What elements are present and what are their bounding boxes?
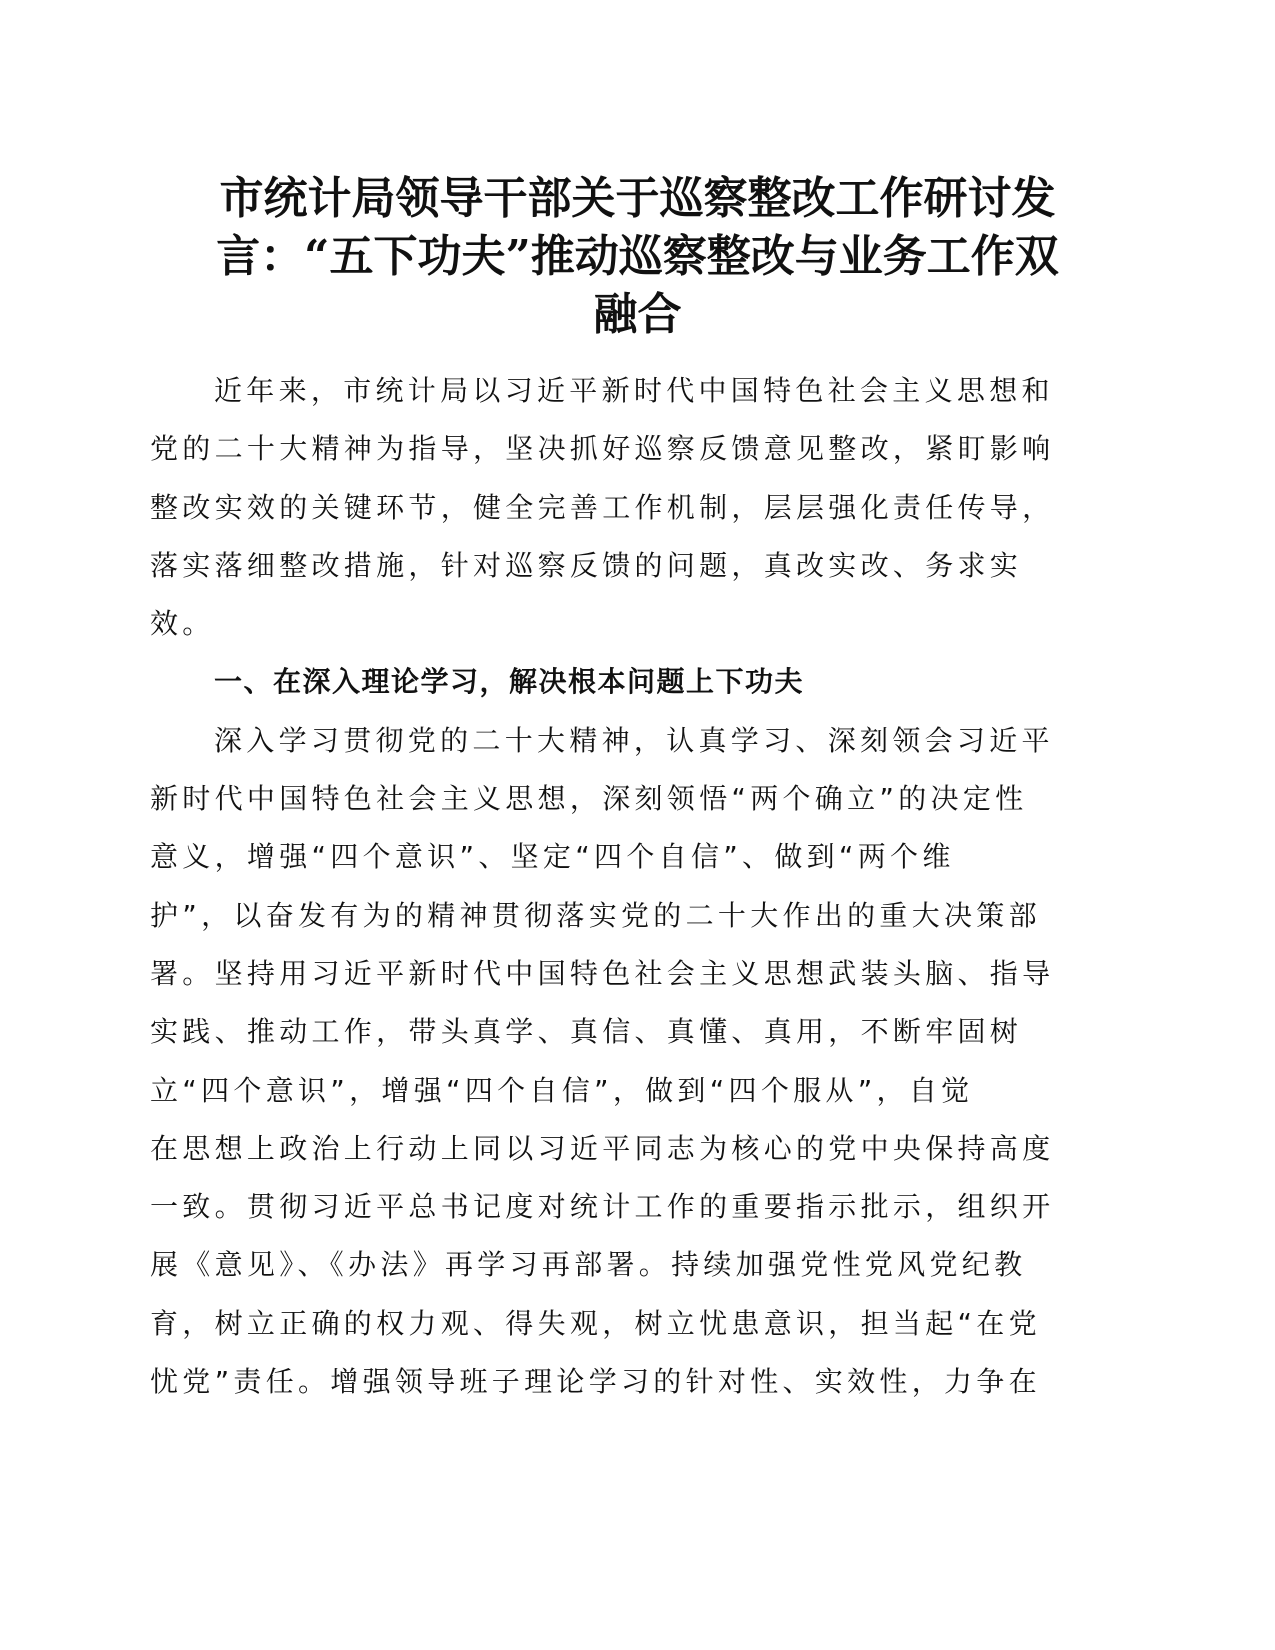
text-line: 实践、推动工作，带头真学、真信、真懂、真用，不断牢固树 (150, 1015, 1023, 1049)
text-line: 署。坚持用习近平新时代中国特色社会主义思想武装头脑、指导 (150, 956, 1055, 990)
section-heading (150, 653, 1125, 711)
text-line: 一致。贯彻习近平总书记度对统计工作的重要指示批示，组织开 (150, 1190, 1055, 1224)
text-line: 育，树立正确的权力观、得失观，树立忧患意识，担当起“在党 (150, 1306, 1041, 1340)
section-1-paragraph (150, 712, 1125, 1412)
text-line: 忧党”责任。增强领导班子理论学习的针对性、实效性，力争在 (150, 1365, 1041, 1399)
text-line: 立“四个意识”，增强“四个自信”，做到“四个服从”，自觉 (150, 1073, 974, 1107)
text-line: 整改实效的关键环节，健全完善工作机制，层层强化责任传导， (150, 490, 1055, 524)
text-line: 效。 (150, 607, 215, 641)
document-body (150, 362, 1125, 1411)
text-line: 深入学习贯彻党的二十大精神，认真学习、深刻领会习近平 (214, 723, 1054, 757)
title-line: 言：“五下功夫”推动巡察整改与业务工作双 (216, 231, 1059, 282)
text-line: 落实落细整改措施，针对巡察反馈的问题，真改实改、务求实 (150, 548, 1023, 582)
text-line: 近年来，市统计局以习近平新时代中国特色社会主义思想和 (214, 374, 1054, 407)
text-line: 意义，增强“四个意识”、坚定“四个自信”、做到“两个维 (150, 840, 955, 874)
title-line: 融合 (593, 289, 682, 340)
document-title (150, 170, 1125, 344)
title-line: 市统计局领导干部关于巡察整改工作研讨发 (219, 173, 1056, 224)
section-1-heading: 一、在深入理论学习，解决根本问题上下功夫 (214, 665, 805, 699)
text-line: 护”，以奋发有为的精神贯彻落实党的二十大作出的重大决策部 (150, 898, 1041, 932)
text-line: 新时代中国特色社会主义思想，深刻领悟“两个确立”的决定性 (150, 782, 1028, 816)
text-line: 展《意见》、《办法》再学习再部署。持续加强党性党风党纪教 (150, 1248, 1027, 1282)
intro-paragraph (150, 362, 1125, 653)
text-line: 党的二十大精神为指导，坚决抓好巡察反馈意见整改，紧盯影响 (150, 432, 1055, 466)
text-line: 在思想上政治上行动上同以习近平同志为核心的党中央保持高度 (150, 1131, 1055, 1165)
